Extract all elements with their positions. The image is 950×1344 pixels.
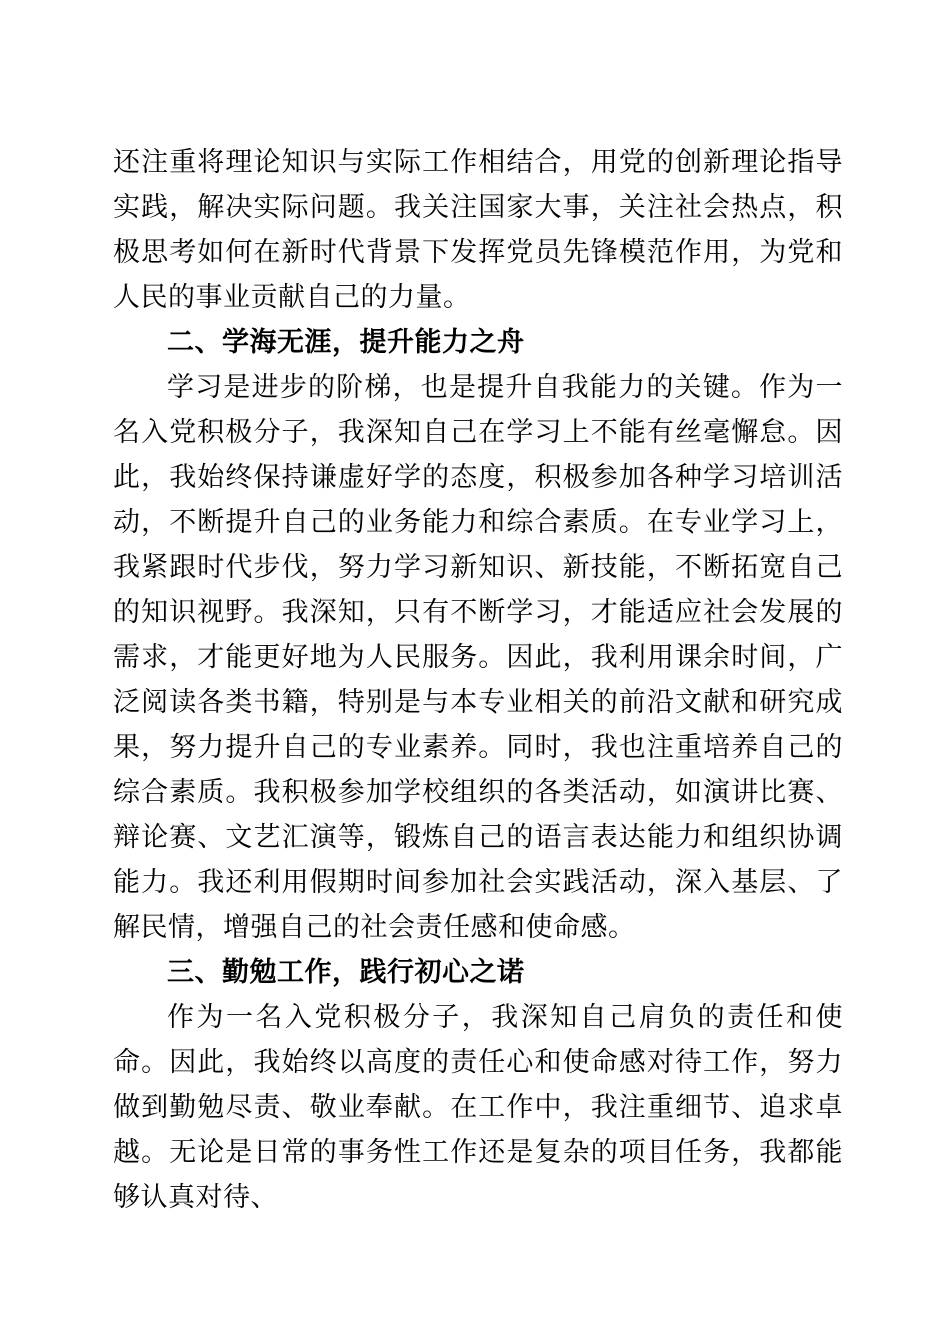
- document-body: [113, 140, 843, 1220]
- paragraph-work: 作为一名入党积极分子，我深知自己肩负的责任和使命。因此，我始终以高度的责任心和使命感对待工作，努力做到勤勉尽责、敬业奉献。在工作中，我注重细节、追求卓越。无论是日常的事务性工作还是复杂的项目任务，我都能够认真对待、: [113, 1002, 843, 1212]
- paragraph-study: 学习是进步的阶梯，也是提升自我能力的关键。作为一名入党积极分子，我深知自己在学习上不能有丝毫懈怠。因此，我始终保持谦虚好学的态度，积极参加各种学习培训活动，不断提升自己的业务能力和综合素质。在专业学习上，我紧跟时代步伐，努力学习新知识、新技能，不断拓宽自己的知识视野。我深知，只有不断学习，才能适应社会发展的需求，才能更好地为人民服务。因此，我利用课余时间，广泛阅读各类书籍，特别是与本专业相关的前沿文献和研究成果，努力提升自己的专业素养。同时，我也注重培养自己的综合素质。我积极参加学校组织的各类活动，如演讲比赛、辩论赛、文艺汇演等，锻炼自己的语言表达能力和组织协调能力。我还利用假期时间参加社会实践活动，深入基层、了解民情，增强自己的社会责任感和使命感。: [113, 372, 843, 942]
- section-heading-study: 二、学海无涯，提升能力之舟: [167, 327, 525, 357]
- paragraph-continuation-theory-practice: 还注重将理论知识与实际工作相结合，用党的创新理论指导实践，解决实际问题。我关注国家大事，关注社会热点，积极思考如何在新时代背景下发挥党员先锋模范作用，为党和人民的事业贡献自己的力量。: [113, 147, 843, 312]
- section-heading-work: 三、勤勉工作，践行初心之诺: [167, 957, 525, 987]
